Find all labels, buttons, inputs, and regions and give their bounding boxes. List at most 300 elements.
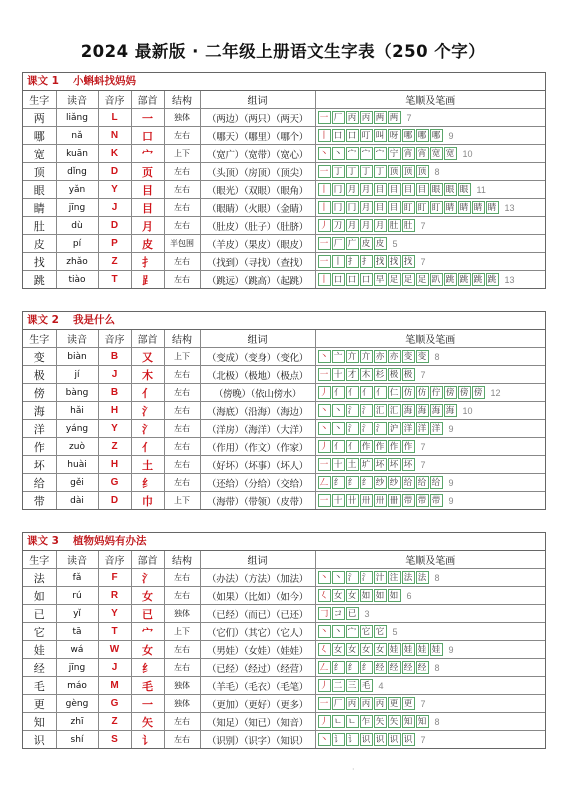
stroke-step-box: 丨 <box>318 273 331 286</box>
stroke-step-box: 卅 <box>374 494 387 507</box>
stroke-step-box: 丿 <box>318 219 331 232</box>
radical-cell: 宀 <box>131 623 164 641</box>
stroke-step-box: 坏 <box>374 458 387 471</box>
stroke-step-box: 傍 <box>472 386 485 399</box>
stroke-step-box: 顶 <box>402 165 415 178</box>
stroke-step-box: 丶 <box>318 625 331 638</box>
stroke-step-box: 目 <box>416 183 429 196</box>
stroke-step-box: 两 <box>374 111 387 124</box>
stroke-count: 13 <box>504 202 515 213</box>
character-cell: 顶 <box>23 163 56 181</box>
structure-cell: 上下 <box>164 492 200 510</box>
order-cell: B <box>98 384 131 402</box>
stroke-step-box: 口 <box>360 273 373 286</box>
stroke-count: 4 <box>378 680 384 691</box>
stroke-step-box: 月 <box>360 201 373 214</box>
stroke-step-box: 丙 <box>374 697 387 710</box>
table-header-row <box>23 91 545 109</box>
pinyin-cell: bàng <box>56 384 98 402</box>
table-row <box>23 366 545 384</box>
stroke-step-box: 丶 <box>332 571 345 584</box>
column-header-words: 组词 <box>200 330 315 348</box>
pinyin-cell: jí <box>56 366 98 384</box>
character-cell: 肚 <box>23 217 56 235</box>
table-row <box>23 181 545 199</box>
stroke-sequence <box>318 571 430 584</box>
stroke-step-box: 娃 <box>416 643 429 656</box>
stroke-step-box: 亻 <box>346 386 359 399</box>
stroke-step-box: 识 <box>374 733 387 746</box>
stroke-step-box: 月 <box>374 219 387 232</box>
words-cell: （海带）（带领）（皮带） <box>200 492 315 510</box>
stroke-step-box: 宀 <box>360 147 373 160</box>
pinyin-cell: gèng <box>56 695 98 713</box>
lesson-header <box>23 73 545 91</box>
radical-cell: 氵 <box>131 402 164 420</box>
stroke-step-box: 作 <box>360 440 373 453</box>
stroke-step-box: 月 <box>360 219 373 232</box>
pinyin-cell: zhǎo <box>56 253 98 271</box>
stroke-sequence <box>318 679 374 692</box>
stroke-sequence <box>318 219 416 232</box>
structure-cell: 上下 <box>164 145 200 163</box>
stroke-step-box: 冂 <box>346 201 359 214</box>
table-row <box>23 492 545 510</box>
table-row <box>23 348 545 366</box>
stroke-step-box: 丶 <box>318 571 331 584</box>
words-cell: （羊皮）（果皮）（眼皮） <box>200 235 315 253</box>
stroke-count: 8 <box>434 662 440 673</box>
stroke-sequence <box>318 368 416 381</box>
stroke-sequence <box>318 201 500 214</box>
stroke-step-box: 作 <box>374 440 387 453</box>
character-cell: 法 <box>23 569 56 587</box>
stroke-step-box: 洋 <box>416 422 429 435</box>
stroke-step-box: 找 <box>402 255 415 268</box>
stroke-step-box: 作 <box>402 440 415 453</box>
page-title: 2024 最新版 · 二年级上册语文生字表（250 个字） <box>80 42 486 61</box>
structure-cell: 左右 <box>164 731 200 749</box>
order-cell: H <box>98 456 131 474</box>
stroke-sequence <box>318 404 458 417</box>
character-cell: 给 <box>23 474 56 492</box>
stroke-step-box: 仿 <box>402 386 415 399</box>
stroke-step-box: 皮 <box>360 237 373 250</box>
stroke-step-box: 法 <box>402 571 415 584</box>
stroke-step-box: 叫 <box>374 129 387 142</box>
structure-cell: 独体 <box>164 605 200 623</box>
stroke-step-box: 宀 <box>346 147 359 160</box>
table-row <box>23 731 545 749</box>
pinyin-cell: wá <box>56 641 98 659</box>
pinyin-cell: máo <box>56 677 98 695</box>
lesson-section-3 <box>22 532 546 749</box>
stroke-order-cell <box>315 456 545 474</box>
stroke-step-box: 丁 <box>374 165 387 178</box>
stroke-count: 8 <box>434 166 440 177</box>
table-row <box>23 695 545 713</box>
character-cell: 如 <box>23 587 56 605</box>
order-cell: T <box>98 271 131 289</box>
radical-cell: 讠 <box>131 731 164 749</box>
structure-cell: 左右 <box>164 474 200 492</box>
stroke-step-box: 跳 <box>444 273 457 286</box>
stroke-count: 12 <box>490 387 501 398</box>
character-cell: 知 <box>23 713 56 731</box>
stroke-step-box: 肚 <box>388 219 401 232</box>
words-cell: （宽广）（宽带）（宽心） <box>200 145 315 163</box>
radical-cell: 氵 <box>131 569 164 587</box>
stroke-step-box: 盯 <box>402 201 415 214</box>
stroke-count: 7 <box>420 698 426 709</box>
stroke-step-box: コ <box>332 607 345 620</box>
stroke-step-box: 丿 <box>318 386 331 399</box>
structure-cell: 左右 <box>164 438 200 456</box>
order-cell: P <box>98 235 131 253</box>
stroke-step-box: 刀 <box>332 219 345 232</box>
structure-cell: 左右 <box>164 569 200 587</box>
stroke-step-box: 丁 <box>346 165 359 178</box>
stroke-step-box: 纟 <box>332 476 345 489</box>
structure-cell: 左右 <box>164 163 200 181</box>
stroke-sequence <box>318 386 486 399</box>
stroke-step-box: 丶 <box>318 422 331 435</box>
stroke-step-box: 找 <box>374 255 387 268</box>
table-row <box>23 127 545 145</box>
words-cell: （跳远）（跳高）（起跳） <box>200 271 315 289</box>
stroke-step-box: 丨 <box>332 255 345 268</box>
order-cell: G <box>98 695 131 713</box>
table-row <box>23 474 545 492</box>
table-row <box>23 217 545 235</box>
character-cell: 带 <box>23 492 56 510</box>
order-cell: G <box>98 474 131 492</box>
stroke-step-box: 丨 <box>318 201 331 214</box>
words-cell: （办法）（方法）（加法） <box>200 569 315 587</box>
stroke-step-box: 女 <box>346 643 359 656</box>
stroke-step-box: 卅 <box>360 494 373 507</box>
pinyin-cell: jīng <box>56 659 98 677</box>
stroke-step-box: 带 <box>430 494 443 507</box>
order-cell: W <box>98 641 131 659</box>
stroke-step-box: 纱 <box>388 476 401 489</box>
stroke-step-box: 丶 <box>332 625 345 638</box>
structure-cell: 独体 <box>164 677 200 695</box>
stroke-step-box: 一 <box>318 368 331 381</box>
character-cell: 已 <box>23 605 56 623</box>
stroke-step-box: 𠃋 <box>318 476 331 489</box>
words-cell: （它们）（其它）（它人） <box>200 623 315 641</box>
lesson-section-1 <box>22 72 546 289</box>
words-cell: （更加）（更好）（更多） <box>200 695 315 713</box>
table-row <box>23 677 545 695</box>
stroke-step-box: 厂 <box>332 697 345 710</box>
stroke-order-cell <box>315 677 545 695</box>
pinyin-cell: rú <box>56 587 98 605</box>
character-cell: 两 <box>23 109 56 127</box>
words-cell: （还给）（分给）（交给） <box>200 474 315 492</box>
stroke-step-box: 丶 <box>318 147 331 160</box>
radical-cell: 土 <box>131 456 164 474</box>
stroke-step-box: 亣 <box>346 350 359 363</box>
stroke-step-box: 丿 <box>318 440 331 453</box>
stroke-step-box: 娃 <box>388 643 401 656</box>
stroke-step-box: 一 <box>318 237 331 250</box>
pinyin-cell: tā <box>56 623 98 641</box>
lesson-section-2 <box>22 311 546 510</box>
stroke-step-box: 纱 <box>374 476 387 489</box>
stroke-count: 8 <box>434 572 440 583</box>
stroke-step-box: 皮 <box>374 237 387 250</box>
stroke-step-box: 目 <box>374 201 387 214</box>
character-cell: 作 <box>23 438 56 456</box>
stroke-step-box: 顶 <box>416 165 429 178</box>
order-cell: Y <box>98 420 131 438</box>
stroke-step-box: 丿 <box>318 679 331 692</box>
structure-cell: 左右 <box>164 199 200 217</box>
stroke-step-box: 识 <box>402 733 415 746</box>
stroke-step-box: 目 <box>402 183 415 196</box>
words-cell: （变成）（变身）（变化） <box>200 348 315 366</box>
stroke-count: 8 <box>434 351 440 362</box>
character-cell: 睛 <box>23 199 56 217</box>
words-cell: （识别）（识字）（知识） <box>200 731 315 749</box>
stroke-count: 7 <box>420 459 426 470</box>
stroke-step-box: 它 <box>374 625 387 638</box>
stroke-step-box: 氵 <box>346 404 359 417</box>
stroke-step-box: 一 <box>318 255 331 268</box>
stroke-step-box: 变 <box>416 350 429 363</box>
column-header-pinyin: 读音 <box>56 551 98 569</box>
stroke-count: 9 <box>448 423 454 434</box>
words-cell: （头顶）（房顶）（顶尖） <box>200 163 315 181</box>
stroke-step-box: 经 <box>374 661 387 674</box>
stroke-order-cell <box>315 253 545 271</box>
column-header-radical: 部首 <box>131 91 164 109</box>
stroke-step-box: ㄴ <box>332 715 345 728</box>
stroke-step-box: 叮 <box>360 129 373 142</box>
order-cell: R <box>98 587 131 605</box>
lesson-name: 我是什么 <box>72 314 115 326</box>
stroke-step-box: 女 <box>360 643 373 656</box>
stroke-step-box: 毛 <box>360 679 373 692</box>
column-header-pinyin: 读音 <box>56 330 98 348</box>
stroke-step-box: 跳 <box>458 273 471 286</box>
stroke-step-box: 傍 <box>458 386 471 399</box>
stroke-order-cell <box>315 695 545 713</box>
stroke-count: 7 <box>406 112 412 123</box>
character-cell: 宽 <box>23 145 56 163</box>
stroke-step-box: 丶 <box>318 350 331 363</box>
decorative-dot: · <box>352 765 355 774</box>
column-header-structure: 结构 <box>164 551 200 569</box>
stroke-step-box: 卄 <box>346 494 359 507</box>
radical-cell: 矢 <box>131 713 164 731</box>
stroke-step-box: 宽 <box>430 147 443 160</box>
column-header-order: 音序 <box>98 551 131 569</box>
stroke-step-box: 仁 <box>388 386 401 399</box>
stroke-step-box: 一 <box>318 697 331 710</box>
order-cell: Z <box>98 438 131 456</box>
order-cell: D <box>98 492 131 510</box>
structure-cell: 左右 <box>164 659 200 677</box>
stroke-step-box: 坏 <box>402 458 415 471</box>
table-row <box>23 145 545 163</box>
stroke-count: 7 <box>420 369 426 380</box>
structure-cell: 左右 <box>164 127 200 145</box>
stroke-sequence <box>318 625 388 638</box>
stroke-step-box: 丨 <box>318 183 331 196</box>
stroke-step-box: 纟 <box>360 661 373 674</box>
stroke-step-box: 盯 <box>416 201 429 214</box>
stroke-step-box: 宵 <box>402 147 415 160</box>
table-row <box>23 605 545 623</box>
radical-cell: 一 <box>131 109 164 127</box>
radical-cell: 扌 <box>131 253 164 271</box>
stroke-order-cell <box>315 217 545 235</box>
pinyin-cell: kuān <box>56 145 98 163</box>
stroke-step-box: 顶 <box>388 165 401 178</box>
stroke-step-box: 亦 <box>374 350 387 363</box>
structure-cell: 左右 <box>164 271 200 289</box>
stroke-step-box: 识 <box>388 733 401 746</box>
structure-cell: 左右 <box>164 181 200 199</box>
stroke-step-box: 海 <box>430 404 443 417</box>
stroke-count: 7 <box>420 220 426 231</box>
stroke-step-box: 睛 <box>444 201 457 214</box>
stroke-step-box: 宀 <box>374 147 387 160</box>
radical-cell: 月 <box>131 217 164 235</box>
stroke-sequence <box>318 697 416 710</box>
stroke-step-box: 足 <box>388 273 401 286</box>
stroke-step-box: 哪 <box>430 129 443 142</box>
table-row <box>23 235 545 253</box>
radical-cell: 目 <box>131 199 164 217</box>
stroke-order-cell <box>315 713 545 731</box>
stroke-step-box: 洋 <box>430 422 443 435</box>
table-row <box>23 420 545 438</box>
stroke-order-cell <box>315 474 545 492</box>
stroke-step-box: 女 <box>332 643 345 656</box>
words-cell: （海底）（沿海）（海边） <box>200 402 315 420</box>
stroke-step-box: 纟 <box>346 476 359 489</box>
table-header-row <box>23 551 545 569</box>
stroke-step-box: 沪 <box>388 422 401 435</box>
stroke-count: 11 <box>476 184 486 195</box>
character-cell: 娃 <box>23 641 56 659</box>
stroke-step-box: 知 <box>402 715 415 728</box>
words-cell: （肚皮）（肚子）（肚脐） <box>200 217 315 235</box>
stroke-count: 9 <box>448 477 454 488</box>
stroke-step-box: 二 <box>332 679 345 692</box>
stroke-step-box: 汁 <box>374 571 387 584</box>
table-row <box>23 587 545 605</box>
radical-cell: 木 <box>131 366 164 384</box>
stroke-step-box: 目 <box>388 201 401 214</box>
stroke-step-box: 娃 <box>402 643 415 656</box>
stroke-step-box: 足 <box>416 273 429 286</box>
radical-cell: 一 <box>131 695 164 713</box>
stroke-order-cell <box>315 199 545 217</box>
stroke-order-cell <box>315 271 545 289</box>
stroke-order-cell <box>315 109 545 127</box>
words-cell: （两边）（两只）（两天） <box>200 109 315 127</box>
stroke-sequence <box>318 440 416 453</box>
stroke-step-box: 亻 <box>332 440 345 453</box>
order-cell: T <box>98 623 131 641</box>
stroke-step-box: 丶 <box>332 422 345 435</box>
table-row <box>23 199 545 217</box>
stroke-step-box: 傍 <box>444 386 457 399</box>
pinyin-cell: liǎng <box>56 109 98 127</box>
pinyin-cell: dù <box>56 217 98 235</box>
stroke-step-box: 眼 <box>458 183 471 196</box>
stroke-step-box: 亻 <box>332 386 345 399</box>
stroke-sequence <box>318 715 430 728</box>
table-row <box>23 384 545 402</box>
table-row <box>23 713 545 731</box>
stroke-step-box: 亣 <box>360 350 373 363</box>
order-cell: L <box>98 109 131 127</box>
stroke-step-box: 宁 <box>388 147 401 160</box>
stroke-step-box: 一 <box>318 111 331 124</box>
character-cell: 变 <box>23 348 56 366</box>
structure-cell: 左右 <box>164 402 200 420</box>
stroke-step-box: 洋 <box>402 422 415 435</box>
lesson-name: 植物妈妈有办法 <box>72 535 147 547</box>
stroke-count: 3 <box>364 608 370 619</box>
stroke-step-box: 丶 <box>332 404 345 417</box>
stroke-step-box: 矢 <box>388 715 401 728</box>
stroke-step-box: 变 <box>402 350 415 363</box>
character-cell: 傍 <box>23 384 56 402</box>
stroke-sequence <box>318 661 430 674</box>
stroke-step-box: 盯 <box>430 201 443 214</box>
stroke-step-box: 一 <box>318 458 331 471</box>
words-cell: （如果）（比如）（如今） <box>200 587 315 605</box>
pinyin-cell: pí <box>56 235 98 253</box>
order-cell: Y <box>98 181 131 199</box>
stroke-step-box: 亠 <box>332 350 345 363</box>
stroke-count: 6 <box>406 590 412 601</box>
stroke-count: 7 <box>420 441 426 452</box>
stroke-count: 10 <box>462 405 473 416</box>
order-cell: J <box>98 659 131 677</box>
pinyin-cell: yǐ <box>56 605 98 623</box>
stroke-step-box: 矢 <box>374 715 387 728</box>
stroke-step-box: 给 <box>430 476 443 489</box>
lesson-header <box>23 312 545 330</box>
stroke-step-box: 广 <box>346 237 359 250</box>
column-header-radical: 部首 <box>131 551 164 569</box>
pinyin-cell: tiào <box>56 271 98 289</box>
stroke-step-box: 三 <box>346 679 359 692</box>
pinyin-cell: shí <box>56 731 98 749</box>
stroke-step-box: 口 <box>346 273 359 286</box>
character-cell: 它 <box>23 623 56 641</box>
stroke-step-box: 十 <box>332 368 345 381</box>
character-cell: 识 <box>23 731 56 749</box>
radical-cell: 目 <box>131 181 164 199</box>
stroke-step-box: 丙 <box>360 111 373 124</box>
structure-cell: 左右 <box>164 420 200 438</box>
column-header-strokes: 笔顺及笔画 <box>315 330 545 348</box>
stroke-order-cell <box>315 127 545 145</box>
stroke-sequence <box>318 183 472 196</box>
pinyin-cell: fǎ <box>56 569 98 587</box>
stroke-step-box: 丙 <box>360 697 373 710</box>
stroke-sequence <box>318 255 416 268</box>
